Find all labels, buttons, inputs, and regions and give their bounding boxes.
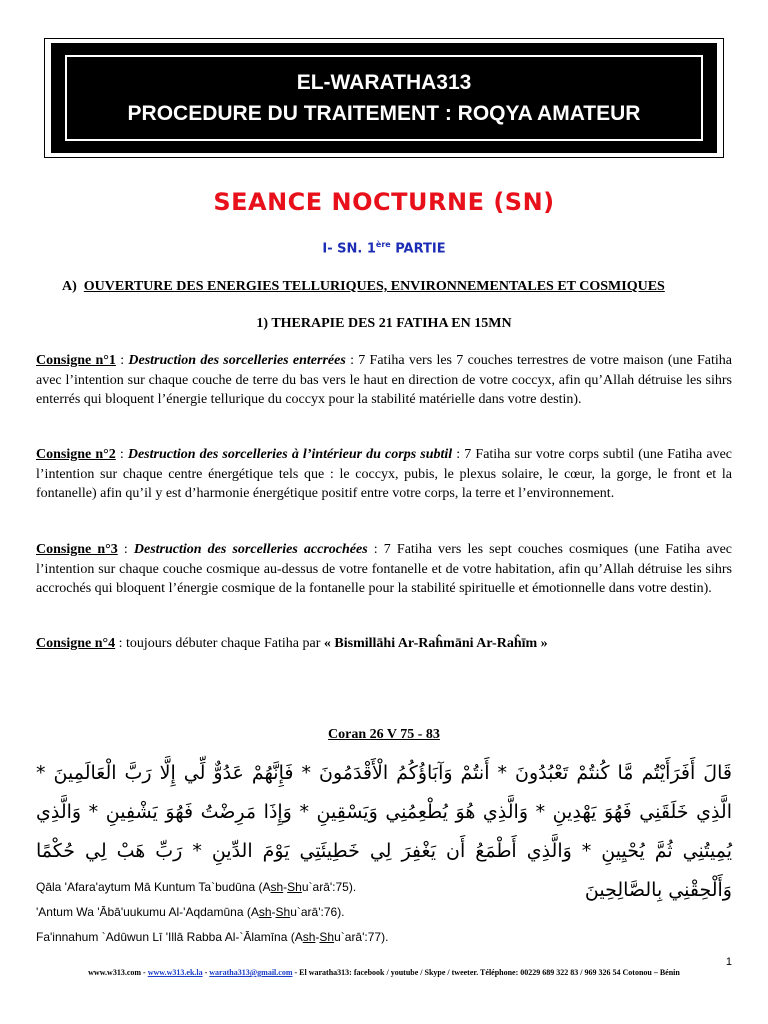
consigne-3: Consigne n°3 : Destruction des sorcelleries accrochées : 7 Fatiha vers les sept couches cosmiques (une Fatiha avec l’intention sur chaque couche cosmique au-dessus de votre fontanelle et de votre habitation, afin qu’Allah détruise les sihrs accrochés qui bloquent l’énergie cosmique de la fontanelle pour la stabilité spirituelle et émotionnelle dans votre destin). [36, 542, 733, 596]
translit-underlined: sh [302, 930, 316, 944]
footer-site-2-link[interactable]: www.w313.ek.la [147, 968, 203, 977]
consigne-title: Destruction des sorcelleries accrochées [133, 542, 368, 557]
consigne-text: : toujours débuter chaque Fatiha par [115, 636, 324, 651]
translit-text: u`arā':77). [334, 930, 389, 944]
section-a-text: OUVERTURE DES ENERGIES TELLURIQUES, ENVIRONNEMENTALES ET COSMIQUES [83, 279, 665, 294]
footer-site-1: www.w313.com [88, 968, 142, 977]
consigne-title: Destruction des sorcelleries à l’intérieur du corps subtil [127, 447, 453, 462]
translit-underlined: Sh [319, 930, 335, 944]
consigne-text: : 7 Fatiha vers les 7 couches terrestres de votre maison (une Fatiha avec l’intention sur chaque couche de terre du bas vers le haut en direction de votre coccyx, afin qu’Allah détruise les sihrs enterrés qui bloquent l’énergie tellurique du coccyx pour la stabilité matérielle dans votre destin). [36, 353, 733, 407]
translit-underlined: Sh [275, 905, 291, 919]
consigne-label: Consigne n°2 [36, 447, 116, 462]
header-line-2: PROCEDURE DU TRAITEMENT : ROQYA AMATEUR [127, 102, 641, 125]
arabic-verses: قَالَ أَفَرَأَيْتُم مَّا كُنتُمْ تَعْبُدُونَ * أَنتُمْ وَآبَاؤُكُمُ الْأَقْدَمُونَ * فَإِنَّهُمْ عَدُوٌّ لِّي إِلَّا رَبَّ الْعَالَمِينَ * الَّذِي خَلَقَنِي فَهُوَ يَهْدِينِ * وَالَّذِي هُوَ يُطْعِمُنِي وَيَسْقِينِ * وَإِذَا مَرِضْتُ فَهُوَ يَشْفِينِ * وَالَّذِي يُمِيتُنِي ثُمَّ يُحْيِينِ * وَالَّذِي أَطْمَعُ أَن يَغْفِرَ لِي خَطِيئَتِي يَوْمَ الدِّينِ * رَبِّ هَبْ لِي حُكْمًا وَأَلْحِقْنِي بِالصَّالِحِينَ [36, 762, 732, 901]
translit-text: Qāla 'Afara'aytum Mā Kuntum Ta`budūna (A [36, 880, 271, 894]
header-banner [44, 38, 724, 158]
coran-reference: Coran 26 V 75 - 83 [328, 727, 440, 742]
translit-underlined: sh [270, 880, 284, 894]
translit-text: - [283, 880, 288, 894]
translit-text: 'Antum Wa 'Ābā'uukumu Al-'Aqdamūna (A [36, 905, 259, 919]
section-a-heading [62, 279, 742, 295]
transliteration-line [36, 880, 356, 894]
translit-text: u`arā':76). [290, 905, 345, 919]
section-subtitle [0, 240, 768, 256]
basmala: « Bismillāhi Ar-Raĥmāni Ar-Raĥīm » [323, 636, 548, 651]
consigne-2: Consigne n°2 : Destruction des sorcelleries à l’intérieur du corps subtil : 7 Fatiha sur votre corps subtil (une Fatiha avec l’intention sur chaque centre énergétique tels que : le coccyx, pubis, le plexus solaire, le cœur, la gorge, le front et la fontanelle) afin qu’il y est d’harmonie énergétique positif entre votre corps, la terre et l’environnement. [36, 447, 732, 501]
translit-text: Fa'innahum `Adūwun Lī 'Illā Rabba Al-`Ālamīna (A [36, 930, 303, 944]
consigne-label: Consigne n°4 [36, 636, 116, 651]
consigne-text: : 7 Fatiha vers les sept couches cosmiques (une Fatiha avec l’intention sur chaque couche cosmique au-dessus de votre fontanelle et de votre habitation, afin qu’Allah détruise les sihrs accrochés qui bloquent l’énergie cosmique de la fontanelle pour la stabilité spirituelle et émotionnelle dans votre destin). [36, 542, 733, 596]
footer-contact-text: - El waratha313: facebook / youtube / Skype / tweeter. Téléphone: 00229 689 322 83 / 969 326 54 Cotonou – Bénin [292, 968, 680, 977]
consigne-text: : 7 Fatiha sur votre corps subtil (une Fatiha avec l’intention sur chaque centre énergétique tels que : le coccyx, pubis, le plexus solaire, le cœur, la gorge, le front et la fontanelle) afin qu’il y est d’harmonie énergétique positif entre votre corps, la terre et l’environnement. [36, 447, 732, 501]
consigne-label: Consigne n°3 [36, 542, 118, 557]
header-banner-fill [51, 43, 717, 153]
page-title: SEANCE NOCTURNE (SN) [213, 188, 555, 216]
subtitle-suffix: PARTIE [390, 241, 446, 257]
footer-email-link[interactable]: waratha313@gmail.com [209, 968, 293, 977]
page-number: 1 [725, 956, 732, 968]
page-footer [0, 968, 768, 977]
translit-underlined: sh [258, 905, 272, 919]
footer-separator: - [141, 968, 148, 977]
consigne-title: Destruction des sorcelleries enterrées [128, 353, 346, 368]
consigne-label: Consigne n°1 [36, 353, 116, 368]
transliteration-line [36, 930, 388, 944]
header-line-1: EL-WARATHA313 [296, 71, 472, 94]
translit-text: u`arā':75). [301, 880, 357, 894]
consigne-1: Consigne n°1 : Destruction des sorcelleries enterrées : 7 Fatiha vers les 7 couches terrestres de votre maison (une Fatiha avec l’intention sur chaque couche de terre du bas vers le haut en direction de votre coccyx, afin qu’Allah détruise les sihrs enterrés qui bloquent l’énergie tellurique du coccyx pour la stabilité matérielle dans votre destin). [36, 353, 733, 407]
footer-separator: - [202, 968, 210, 977]
subtitle-prefix: I- SN. 1 [322, 241, 376, 257]
consigne-4 [36, 634, 732, 654]
subtitle-superscript: ère [375, 240, 391, 249]
section-a-marker: A) [62, 279, 77, 294]
therapie-heading: 1) THERAPIE DES 21 FATIHA EN 15MN [256, 316, 512, 331]
translit-underlined: Sh [287, 880, 302, 894]
transliteration-line [36, 905, 345, 919]
translit-text: - [315, 930, 320, 944]
header-banner-frame [65, 55, 703, 141]
translit-text: - [271, 905, 276, 919]
